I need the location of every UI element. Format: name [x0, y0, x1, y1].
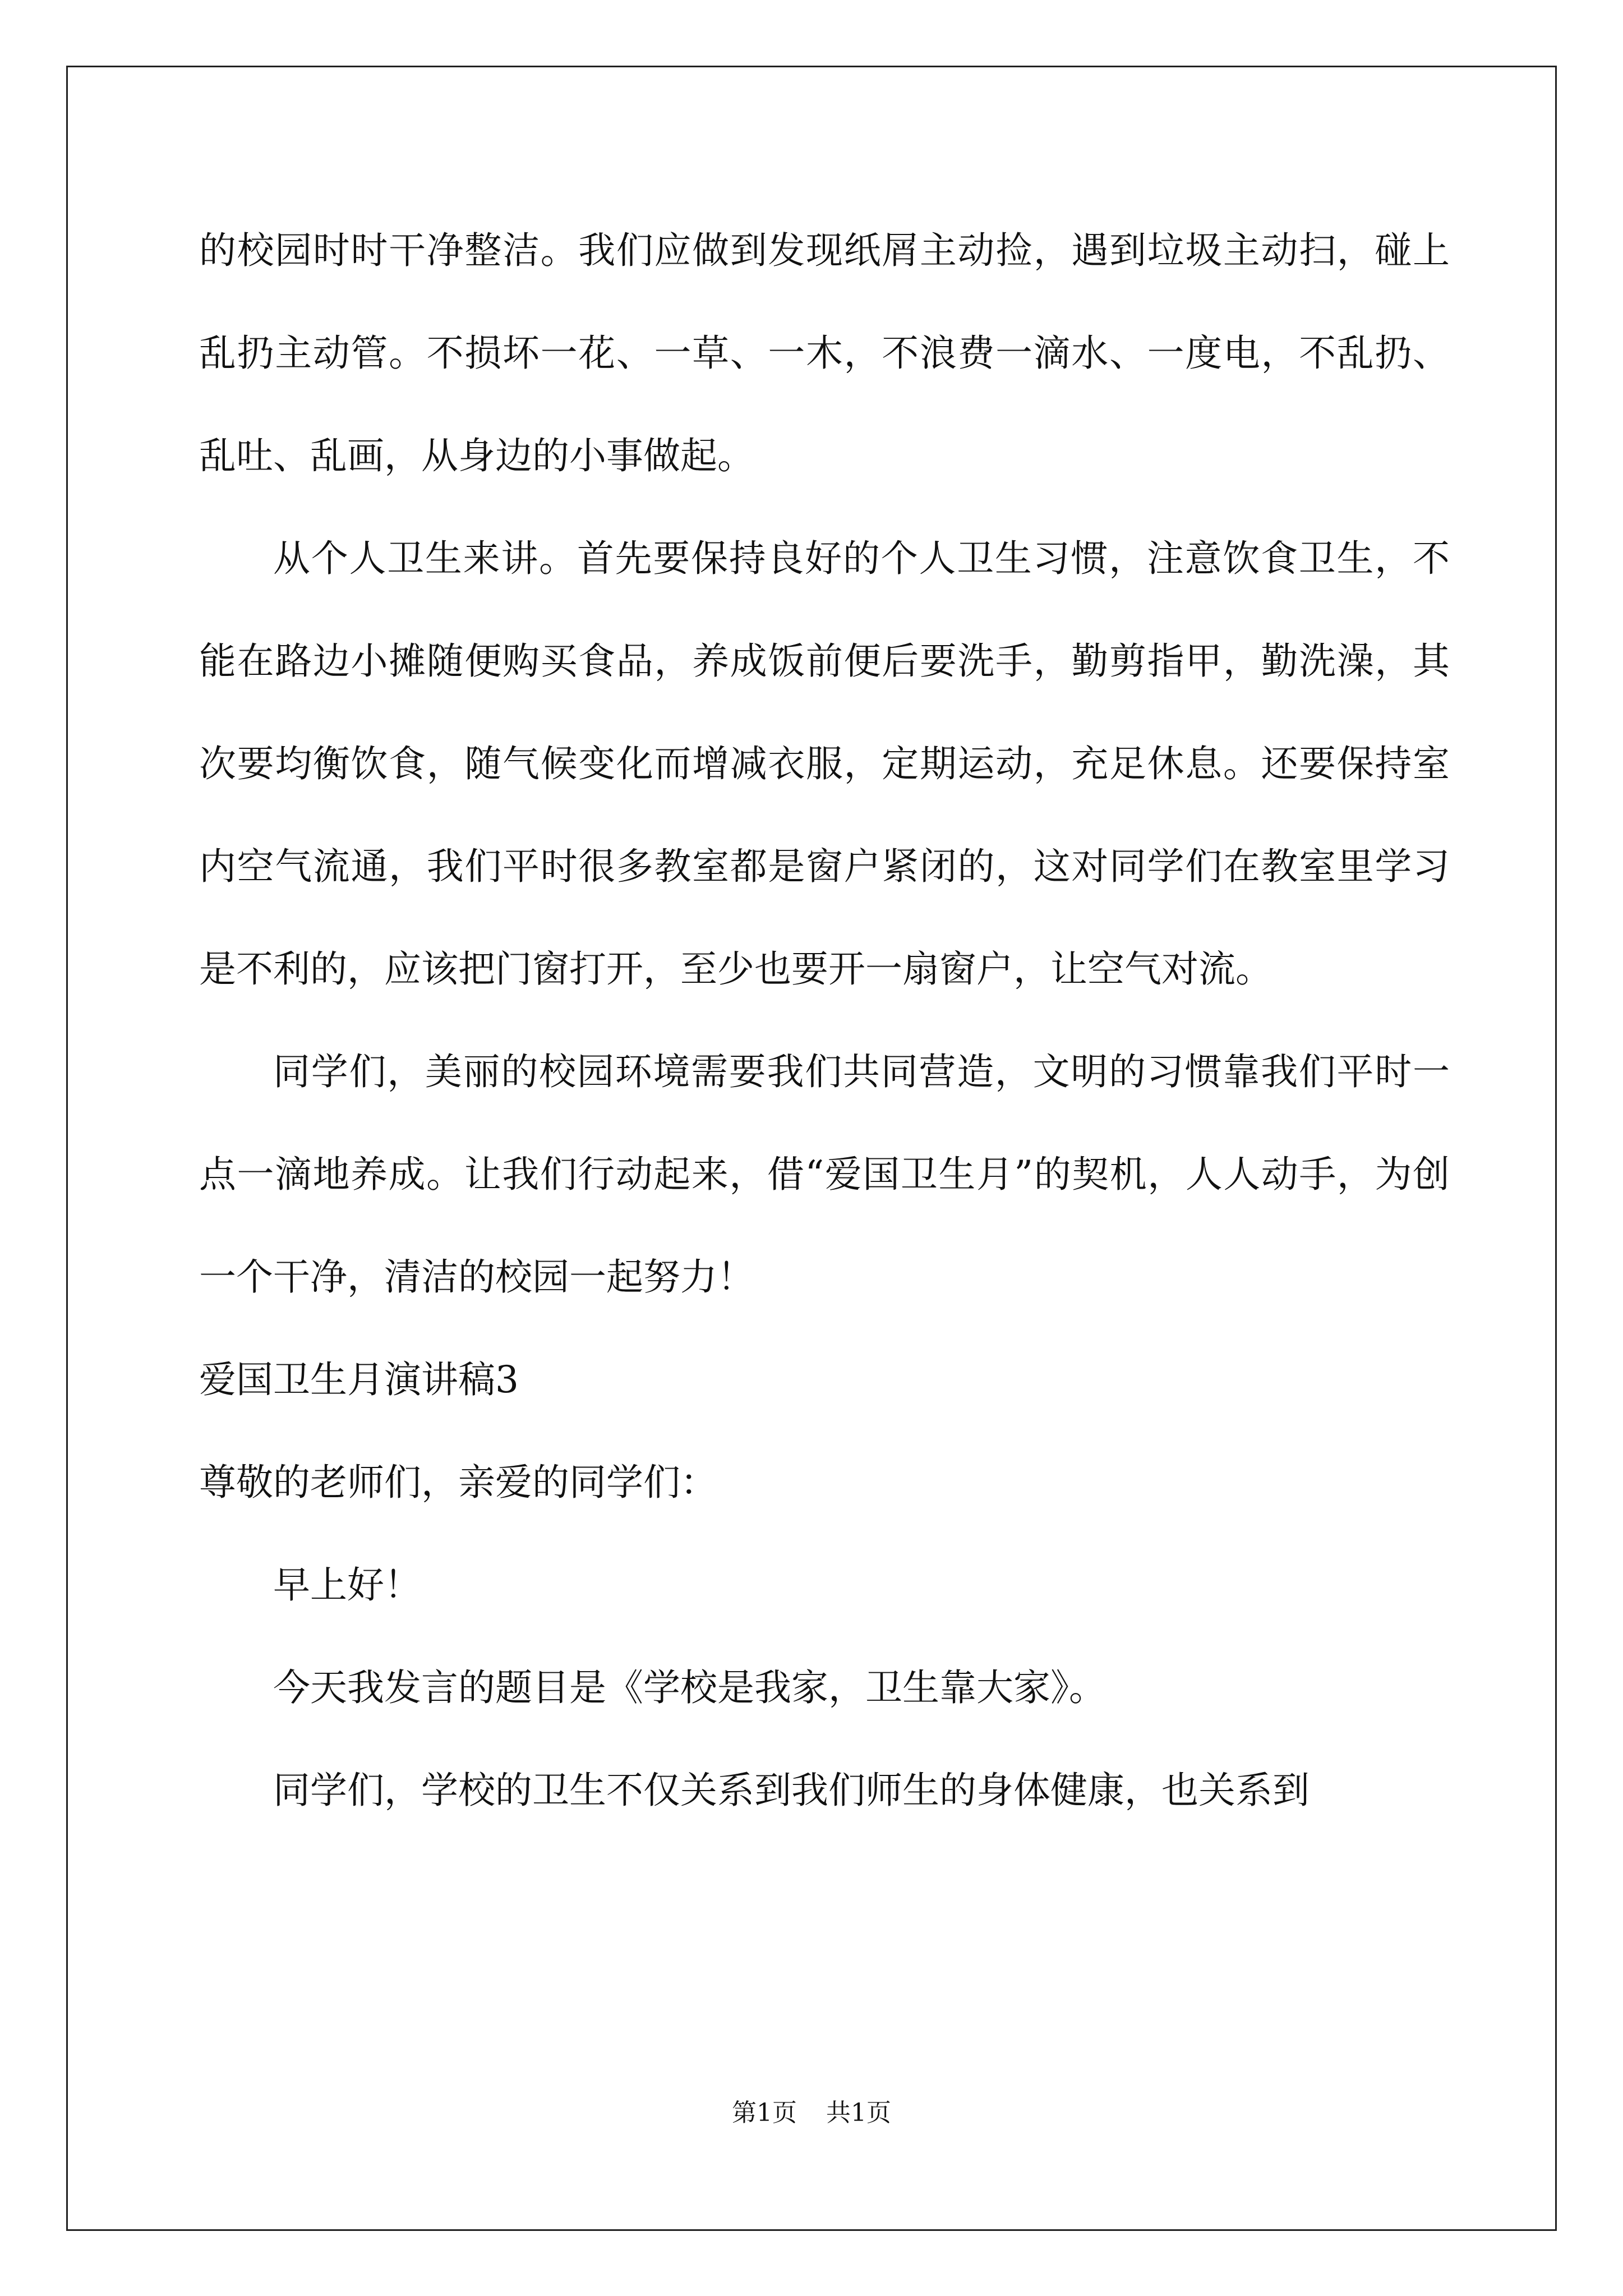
paragraph-school-hygiene: 同学们，学校的卫生不仅关系到我们师生的身体健康，也关系到: [273, 1769, 1310, 1812]
salutation: 尊敬的老师们，亲爱的同学们：: [199, 1461, 717, 1504]
speech-topic: 今天我发言的题目是《学校是我家，卫生靠大家》。: [273, 1666, 1106, 1709]
greeting: 早上好！: [273, 1563, 421, 1607]
section-title: 爱国卫生月演讲稿3: [199, 1358, 519, 1401]
paragraph-call-to-action: 同学们，美丽的校园环境需要我们共同营造，文明的习惯靠我们平时一点一滴地养成。让我们行动起来，借“爱国卫生月”的契机，人人动手，为创一个干净，清洁的校园一起努力！: [199, 1050, 1450, 1299]
paragraph-continuation: 的校园时时干净整洁。我们应做到发现纸屑主动捡，遇到垃圾主动扫，碰上乱扔主动管。不损坏一花、一草、一木，不浪费一滴水、一度电，不乱扔、乱吐、乱画，从身边的小事做起。: [199, 229, 1450, 477]
document-body: [199, 199, 1450, 1842]
page-total: 共1页: [826, 2099, 891, 2127]
paragraph-personal-hygiene: 从个人卫生来讲。首先要保持良好的个人卫生习惯，注意饮食卫生，不能在路边小摊随便购买食品，养成饭前便后要洗手，勤剪指甲，勤洗澡，其次要均衡饮食，随气候变化而增减衣服，定期运动，充足休息。还要保持室内空气流通，我们平时很多教室都是窗户紧闭的，这对同学们在教室里学习是不利的，应该把门窗打开，至少也要开一扇窗户，让空气对流。: [199, 537, 1450, 991]
page-number: 第1页: [732, 2099, 797, 2127]
page-footer: [0, 2092, 1623, 2128]
